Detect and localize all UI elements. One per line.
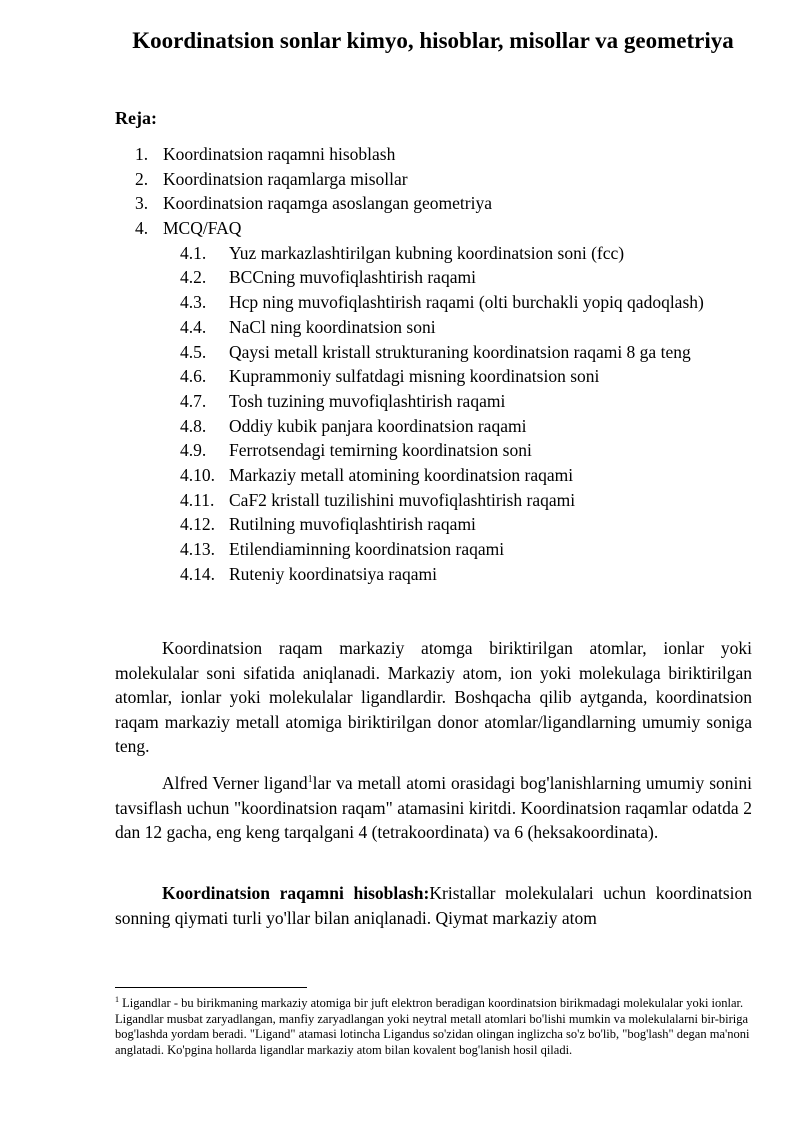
toc-subitem-number: 4.14. [180,563,215,584]
toc-subitem-text: Kuprammoniy sulfatdagi misning koordinatsion soni [229,366,600,387]
toc-subitem [0,315,800,340]
toc-subitem-text: Etilendiaminning koordinatsion raqami [229,539,505,559]
toc-item [0,167,800,192]
toc-subitem-number: 4.10. [180,464,215,485]
toc-subitem-text: NaCl ning koordinatsion soni [229,316,436,337]
toc-subitem [0,364,800,389]
toc-item-number: 3. [135,193,149,214]
toc-subitem [0,241,800,266]
toc-subitem [0,463,800,488]
toc-subitem-text: Oddiy kubik panjara koordinatsion raqami [229,415,527,436]
paragraph-text: Alfred Verner ligand [162,773,308,793]
toc-subitem [0,438,800,463]
toc-subitem-number: 4.6. [180,366,207,387]
toc-subitem-number: 4.7. [180,390,207,411]
toc-subitem-text: Ferrotsendagi temirning koordinatsion soni [229,440,532,461]
toc-subitem [0,265,800,290]
toc-subitem [0,488,800,513]
paragraph-calculation [115,881,752,930]
section-heading-inline: Koordinatsion raqamni hisoblash: [162,883,430,903]
toc-item [0,191,800,216]
paragraph-definition: Koordinatsion raqam markaziy atomga biriktirilgan atomlar, ionlar yoki molekulalar soni sifatida aniqlanadi. Markaziy atom, ion yoki molekulaga biriktirilgan atomlar, ionlar yoki molekulalar ligandlardir. Boshqacha qilib aytganda, koordinatsion raqam markaziy metall atomiga biriktirilgan donor atomlar/ligandlarning umumiy soniga teng. [115,638,752,756]
paragraph-text: Kristallar molekulalari uchun koordinatsion sonning qiymati turli yo'llar bilan aniqlanadi. Qiymat markaziy atom [115,883,752,928]
toc-subitem-number: 4.5. [180,341,207,362]
toc-item [0,216,800,241]
toc-subitem-text: BCCning muvofiqlashtirish raqami [229,267,476,288]
toc-item-text: MCQ/FAQ [163,218,242,239]
footnote [115,996,752,1058]
toc-item-number: 2. [135,168,149,189]
document-title: Koordinatsion sonlar kimyo, hisoblar, misollar va geometriya [132,28,734,53]
toc-subitem-number: 4.13. [180,539,215,559]
footnote-reference[interactable]: 1 [307,774,313,786]
toc-subitem [0,389,800,414]
toc-subitem [0,414,800,439]
toc-subitem-text: Yuz markazlashtirilgan kubning koordinatsion soni (fcc) [229,242,625,263]
toc-subitem-number: 4.4. [180,316,207,337]
toc-subitem-text: Markaziy metall atomining koordinatsion raqami [229,464,574,485]
toc-item-text: Koordinatsion raqamni hisoblash [163,144,396,164]
toc-subitem-number: 4.12. [180,514,215,535]
toc-subitem-number: 4.2. [180,267,207,288]
toc-item-number: 4. [135,218,149,239]
toc-subitem-text: CaF2 kristall tuzilishini muvofiqlashtirish raqami [229,489,576,510]
toc-subitem-text: Qaysi metall kristall strukturaning koordinatsion raqami 8 ga teng [229,341,691,362]
toc-subitem-text: Rutilning muvofiqlashtirish raqami [229,514,476,535]
table-of-contents [0,142,800,586]
toc-subitem-number: 4.1. [180,242,207,263]
toc-subitem-text: Tosh tuzining muvofiqlashtirish raqami [229,390,506,411]
footnote-text: Ligandlar - bu birikmaning markaziy atomiga bir juft elektron beradigan koordinatsion birikmadagi molekulalar yoki ionlar. Ligandlar musbat zaryadlangan, manfiy zaryadlangan yoki neytral metall atomlari bo'lishi mumkin va molekulalarni bir-biriga bog'lashda yordam beradi. "Ligand" atamasi lotincha Ligandus so'zidan olingan inglizcha so'z bo'lib, "bog'lash" degan ma'noni anglatadi. Ko'pgina hollarda ligandlar markaziy atom bilan kovalent bog'lanish hosil qiladi. [115,996,750,1057]
toc-subitem-number: 4.3. [180,292,207,313]
toc-subitem-text: Hcp ning muvofiqlashtirish raqami (olti burchakli yopiq qadoqlash) [229,292,704,313]
toc-item-text: Koordinatsion raqamga asoslangan geometriya [163,193,492,214]
footnote-marker: 1 [115,994,119,1004]
toc-item [0,142,800,167]
toc-subitem [0,340,800,365]
toc-subitem-number: 4.9. [180,440,207,461]
toc-item-number: 1. [135,144,149,164]
toc-subitem-text: Ruteniy koordinatsiya raqami [229,563,438,584]
toc-subitem-number: 4.11. [180,489,215,510]
toc-subitem [0,290,800,315]
toc-subitem [0,562,800,587]
toc-item-text: Koordinatsion raqamlarga misollar [163,168,408,189]
plan-heading: Reja: [115,108,157,128]
paragraph-text: lar va metall atomi orasidagi bog'lanishlarning umumiy sonini tavsiflash uchun "koordinatsion raqam" atamasini kiritdi. Koordinatsion raqamlar odatda 2 dan 12 gacha, eng keng tarqalgani 4 (tetrakoordinata) va 6 (heksakoordinata). [115,773,752,842]
toc-subitem [0,512,800,537]
toc-subitem-number: 4.8. [180,415,207,436]
footnote-separator [115,987,307,988]
paragraph-werner [115,771,752,845]
toc-subitem [0,537,800,562]
